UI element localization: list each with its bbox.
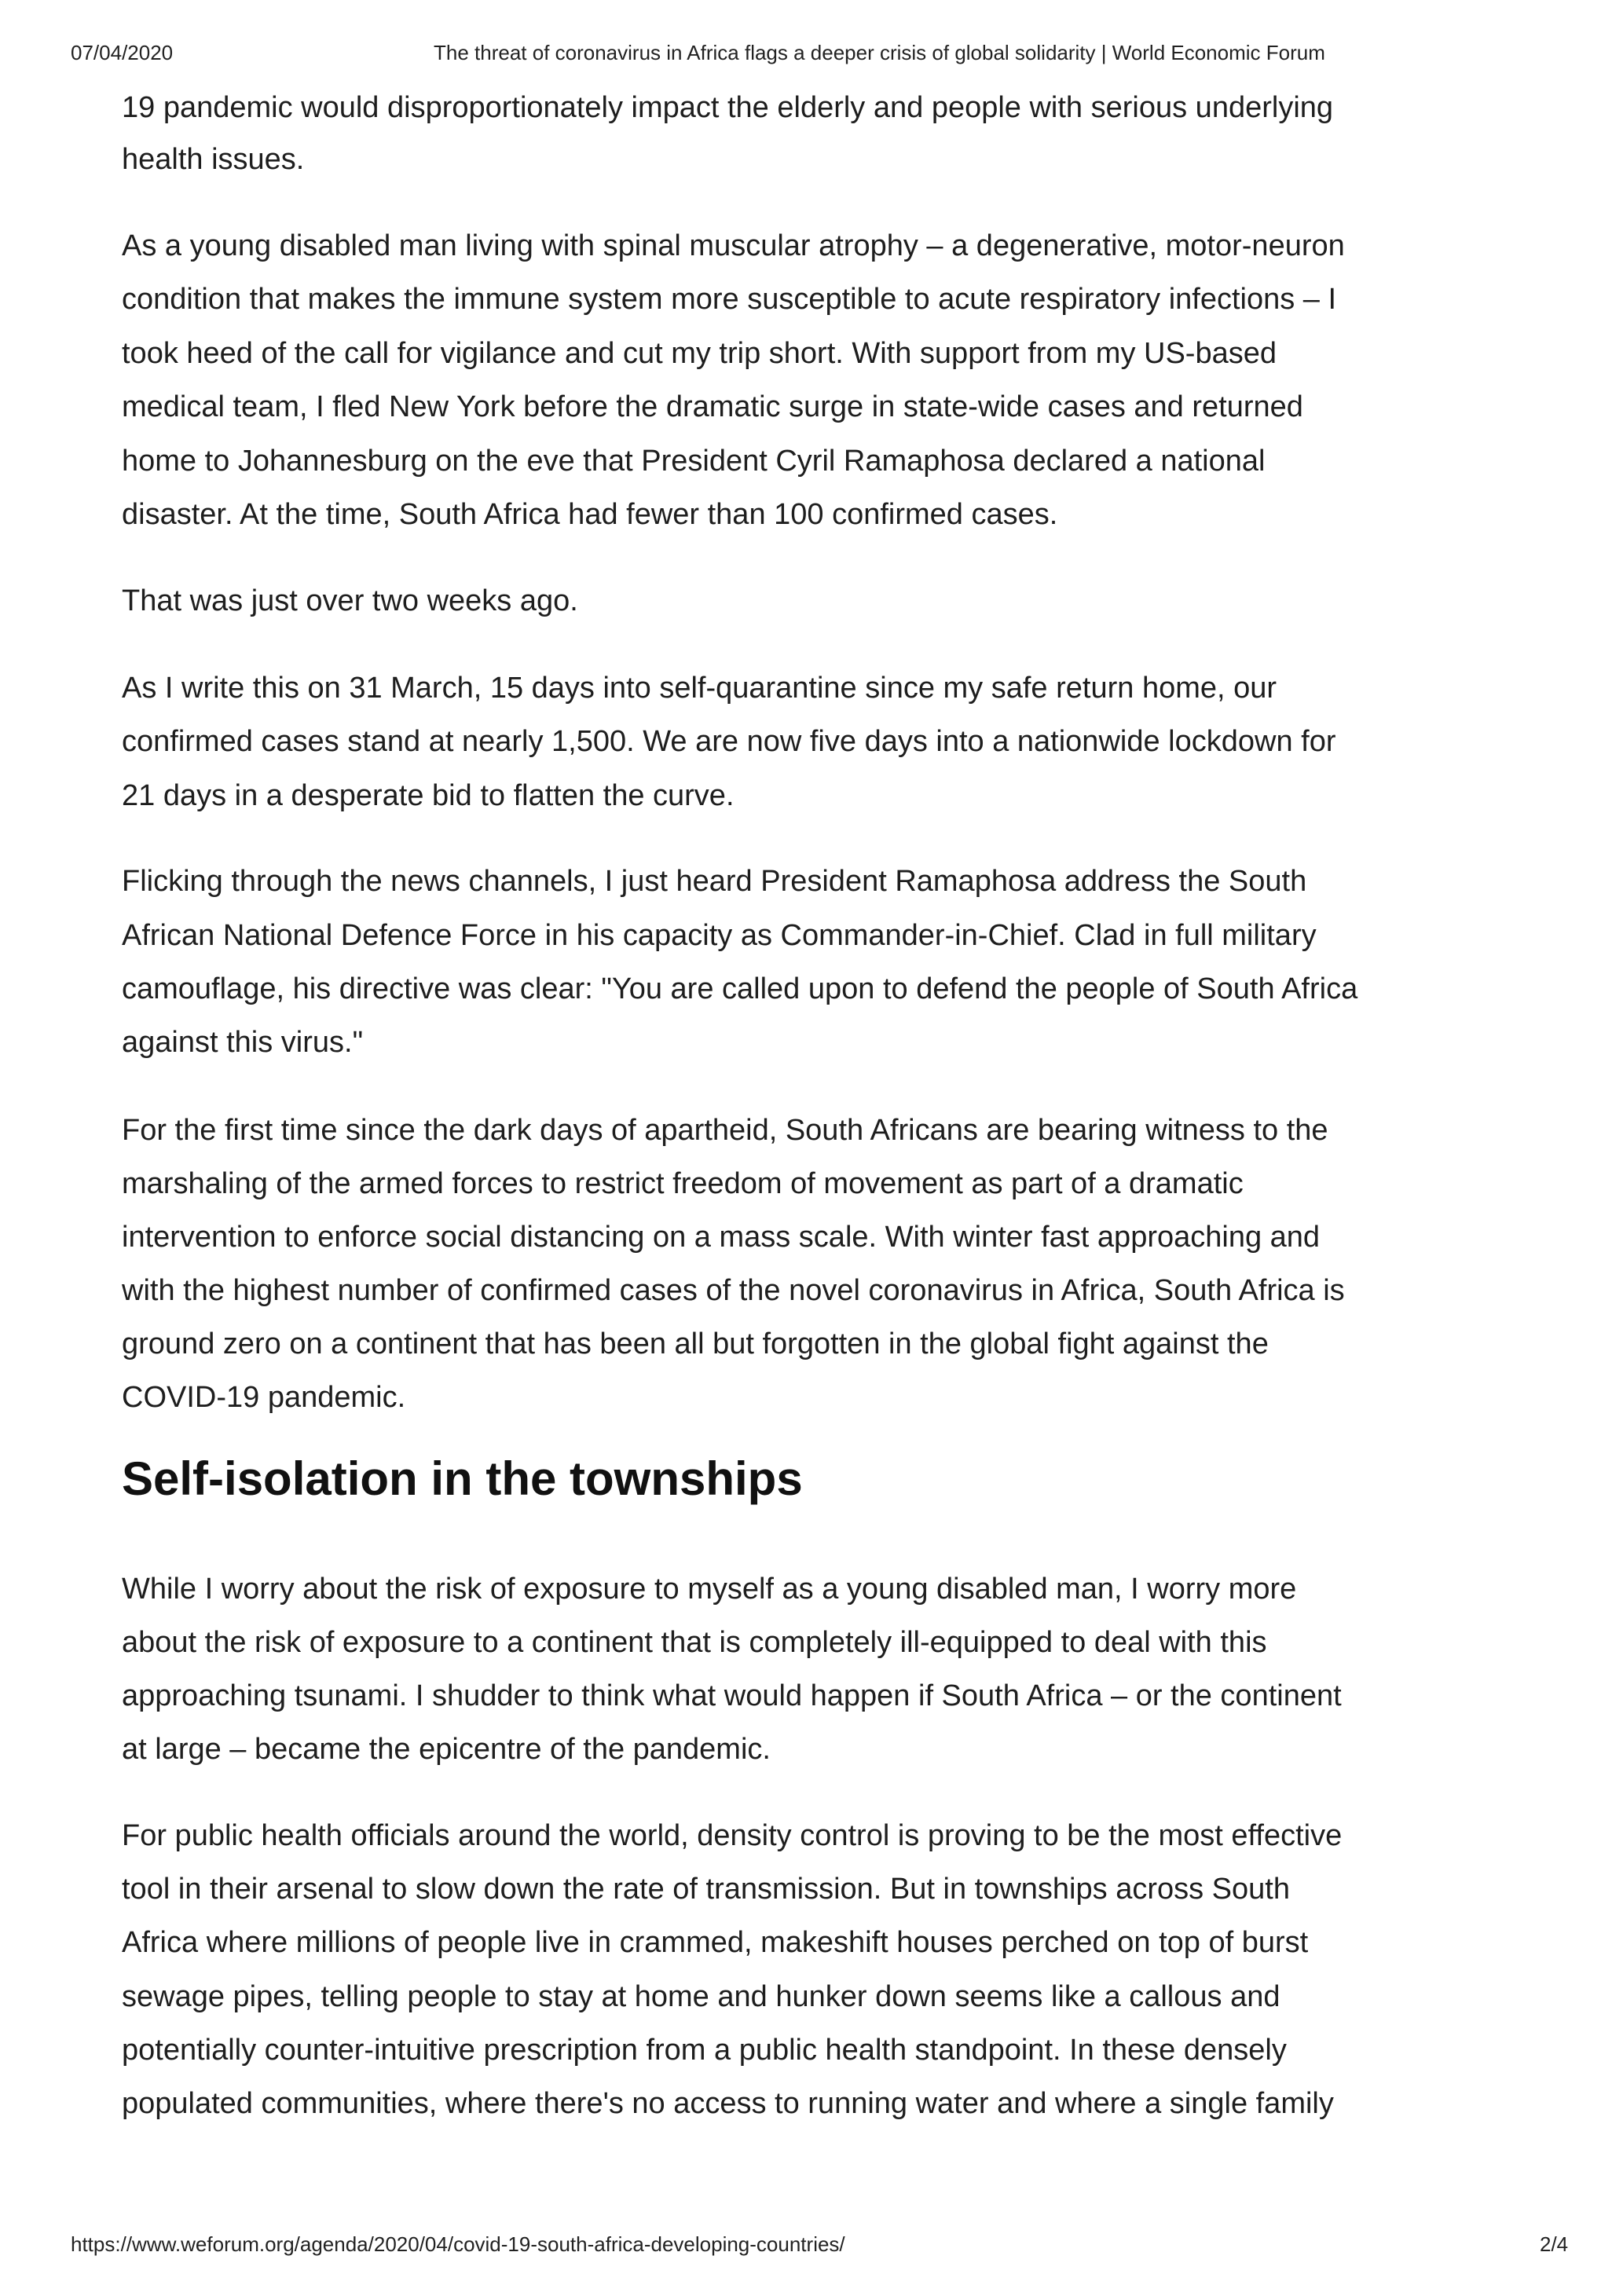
text-line: COVID-19 pandemic. — [122, 1381, 406, 1414]
text-line: While I worry about the risk of exposure to myself as a young disabled man, I worry more — [122, 1573, 1297, 1606]
text-line: marshaling of the armed forces to restrict freedom of movement as part of a dramatic — [122, 1167, 1244, 1200]
text-line: As I write this on 31 March, 15 days into self-quarantine since my safe return home, our — [122, 672, 1277, 705]
text-line: confirmed cases stand at nearly 1,500. We are now five days into a nationwide lockdown for — [122, 725, 1336, 758]
text-line: As a young disabled man living with spinal muscular atrophy – a degenerative, motor-neuron — [122, 229, 1345, 262]
text-line: For the first time since the dark days of apartheid, South Africans are bearing witness to the — [122, 1114, 1328, 1147]
text-line: at large – became the epicentre of the pandemic. — [122, 1733, 771, 1766]
section-heading: Self-isolation in the townships — [122, 1452, 803, 1505]
text-line: Africa where millions of people live in crammed, makeshift houses perched on top of burst — [122, 1926, 1309, 1959]
page-number: 2/4 — [1540, 2232, 1569, 2256]
text-line: disaster. At the time, South Africa had fewer than 100 confirmed cases. — [122, 498, 1058, 531]
text-line: camouflage, his directive was clear: "You are called upon to defend the people of South Africa — [122, 972, 1358, 1005]
text-line: That was just over two weeks ago. — [122, 584, 578, 617]
text-line: 19 pandemic would disproportionately impact the elderly and people with serious underlying — [122, 91, 1334, 124]
text-line: took heed of the call for vigilance and cut my trip short. With support from my US-based — [122, 337, 1277, 370]
text-line: For public health officials around the world, density control is proving to be the most effective — [122, 1819, 1343, 1852]
text-line: ground zero on a continent that has been all but forgotten in the global fight against the — [122, 1327, 1269, 1360]
text-line: medical team, I fled New York before the dramatic surge in state-wide cases and returned — [122, 390, 1303, 423]
print-page-title: The threat of coronavirus in Africa flags a deeper crisis of global solidarity | World Economic Forum — [434, 41, 1325, 64]
text-line: sewage pipes, telling people to stay at home and hunker down seems like a callous and — [122, 1980, 1280, 2013]
text-line: potentially counter-intuitive prescription from a public health standpoint. In these densely — [122, 2034, 1287, 2067]
print-date: 07/04/2020 — [71, 41, 174, 64]
text-line: tool in their arsenal to slow down the rate of transmission. But in townships across South — [122, 1873, 1290, 1906]
text-line: African National Defence Force in his capacity as Commander-in-Chief. Clad in full military — [122, 919, 1317, 952]
text-line: against this virus." — [122, 1026, 364, 1059]
text-line: with the highest number of confirmed cases of the novel coronavirus in Africa, South Africa is — [122, 1274, 1345, 1307]
text-line: home to Johannesburg on the eve that President Cyril Ramaphosa declared a national — [122, 445, 1266, 478]
text-line: health issues. — [122, 143, 305, 176]
text-line: Flicking through the news channels, I just heard President Ramaphosa address the South — [122, 865, 1307, 898]
text-line: populated communities, where there's no access to running water and where a single family — [122, 2087, 1334, 2120]
text-line: intervention to enforce social distancing on a mass scale. With winter fast approaching and — [122, 1221, 1321, 1254]
page-url: https://www.weforum.org/agenda/2020/04/covid-19-south-africa-developing-countries/ — [71, 2232, 845, 2256]
text-line: about the risk of exposure to a continent that is completely ill-equipped to deal with this — [122, 1626, 1267, 1659]
text-line: 21 days in a desperate bid to flatten the curve. — [122, 779, 735, 812]
text-line: condition that makes the immune system more susceptible to acute respiratory infections – I — [122, 283, 1337, 316]
text-line: approaching tsunami. I shudder to think what would happen if South Africa – or the continent — [122, 1679, 1342, 1712]
